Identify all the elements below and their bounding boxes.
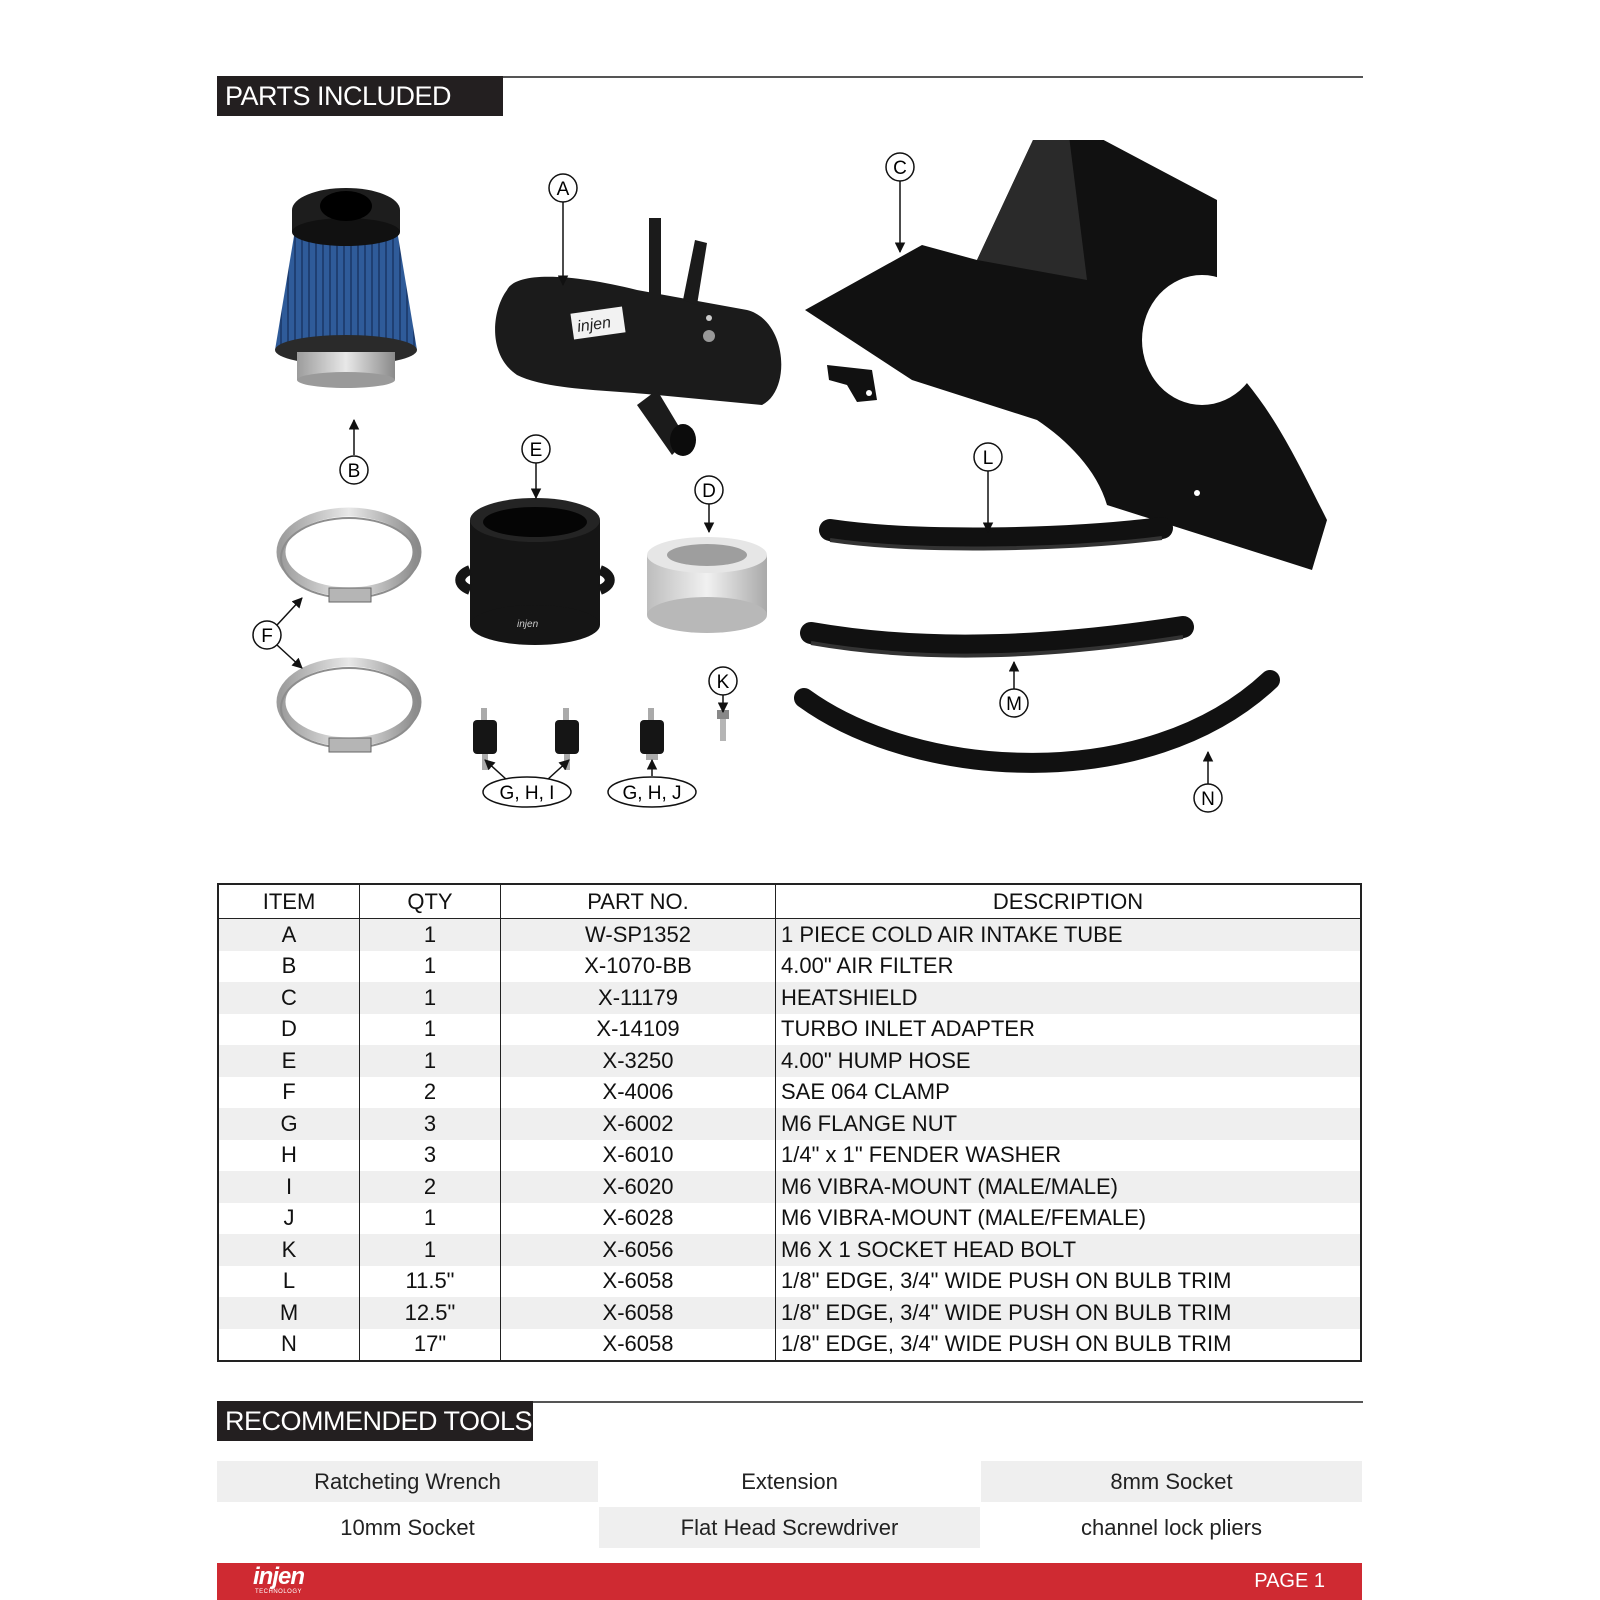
cell-item: A [281, 921, 297, 947]
callout-label-a [549, 174, 577, 202]
cell-item: B [281, 953, 297, 979]
cell-part-no: X-6056 [501, 1234, 776, 1266]
table-row [218, 1266, 1361, 1298]
cell-description: SAE 064 CLAMP [776, 1077, 1362, 1109]
tool-item: channel lock pliers [1081, 1515, 1262, 1540]
table-row [218, 1045, 1361, 1077]
cell-description: TURBO INLET ADAPTER [776, 1014, 1362, 1046]
svg-text:injen: injen [576, 314, 613, 336]
socket-bolt-image [717, 710, 729, 741]
svg-text:M: M [1006, 694, 1022, 715]
cell-item: D [281, 1016, 297, 1042]
table-row [218, 951, 1361, 983]
turbo-inlet-adapter-image [647, 537, 767, 633]
cell-qty: 1 [360, 982, 501, 1014]
table-row [218, 982, 1361, 1014]
cell-description: M6 VIBRA-MOUNT (MALE/FEMALE) [776, 1203, 1362, 1235]
svg-text:E: E [529, 440, 543, 461]
cell-item: N [281, 1331, 297, 1357]
table-row [218, 1140, 1361, 1172]
cell-part-no: X-6058 [501, 1266, 776, 1298]
column-header-item: ITEM [218, 884, 360, 919]
table-row [218, 919, 1361, 951]
svg-text:G, H, I: G, H, I [499, 783, 555, 804]
column-header-description: DESCRIPTION [776, 884, 1362, 919]
cell-qty: 11.5" [360, 1266, 501, 1298]
cell-part-no: X-1070-BB [501, 951, 776, 983]
cell-part-no: X-6058 [501, 1329, 776, 1362]
cell-part-no: X-6058 [501, 1297, 776, 1329]
page-footer [217, 1563, 1362, 1600]
callout-label-b [340, 456, 368, 484]
parts-table-body [218, 919, 1361, 1362]
svg-text:F: F [261, 626, 273, 647]
callout-label-e [522, 435, 550, 463]
hump-hose-image [460, 498, 610, 645]
cell-description: 4.00" AIR FILTER [776, 951, 1362, 983]
svg-text:C: C [893, 158, 907, 179]
cell-description: HEATSHIELD [776, 982, 1362, 1014]
cell-qty: 1 [360, 951, 501, 983]
callout-label-ghj [608, 777, 696, 807]
svg-text:injen: injen [517, 619, 539, 630]
injen-logo: injen [253, 1563, 305, 1590]
table-row [218, 1203, 1361, 1235]
cell-part-no: X-3250 [501, 1045, 776, 1077]
column-header-qty: QTY [360, 884, 501, 919]
table-header-row [218, 884, 1361, 919]
cell-item: C [281, 984, 297, 1010]
air-filter-image [275, 188, 417, 388]
svg-text:K: K [716, 672, 730, 693]
cell-qty: 2 [360, 1171, 501, 1203]
cell-description: 4.00" HUMP HOSE [776, 1045, 1362, 1077]
cell-description: 1/8" EDGE, 3/4" WIDE PUSH ON BULB TRIM [776, 1297, 1362, 1329]
tool-item: 10mm Socket [340, 1515, 475, 1540]
bulb-trim-m-image [811, 627, 1183, 656]
hose-clamps-image [281, 512, 417, 752]
tool-item: Flat Head Screwdriver [599, 1507, 980, 1548]
logo-tagline: TECHNOLOGY [255, 1589, 303, 1595]
cell-part-no: X-6020 [501, 1171, 776, 1203]
cell-item: J [283, 1205, 295, 1231]
section-title: PARTS INCLUDED [217, 76, 503, 116]
cell-item: I [285, 1173, 293, 1199]
cell-description: M6 VIBRA-MOUNT (MALE/MALE) [776, 1171, 1362, 1203]
tool-item: 8mm Socket [981, 1461, 1362, 1502]
divider [503, 76, 1363, 78]
table-row [218, 1329, 1361, 1362]
bulb-trim-l-image [830, 528, 1162, 548]
svg-text:L: L [982, 448, 994, 469]
cell-item: E [281, 1047, 297, 1073]
cell-item: M [279, 1299, 299, 1325]
heatshield-image [805, 140, 1327, 570]
cell-description: 1/8" EDGE, 3/4" WIDE PUSH ON BULB TRIM [776, 1329, 1362, 1362]
table-row [218, 1171, 1361, 1203]
column-header-part-no: PART NO. [501, 884, 776, 919]
intake-tube-image [495, 218, 781, 456]
callout-label-ghi [483, 777, 571, 807]
callout-label-d [695, 476, 723, 504]
tool-item: Ratcheting Wrench [217, 1461, 598, 1502]
cell-qty: 3 [360, 1108, 501, 1140]
cell-item: G [280, 1110, 298, 1136]
svg-text:A: A [556, 179, 570, 200]
callout-label-k [709, 667, 737, 695]
table-row [218, 1014, 1361, 1046]
cell-qty: 1 [360, 1045, 501, 1077]
cell-part-no: X-11179 [501, 982, 776, 1014]
cell-qty: 1 [360, 1203, 501, 1235]
svg-text:B: B [347, 461, 361, 482]
cell-qty: 2 [360, 1077, 501, 1109]
tool-item: Extension [741, 1469, 838, 1494]
cell-qty: 1 [360, 1014, 501, 1046]
section-title: RECOMMENDED TOOLS [217, 1401, 533, 1441]
svg-text:D: D [702, 481, 716, 502]
parts-table [217, 883, 1362, 1362]
cell-part-no: X-6002 [501, 1108, 776, 1140]
cell-item: F [282, 1079, 296, 1105]
bulb-trim-n-image [804, 680, 1270, 763]
cell-description: 1 PIECE COLD AIR INTAKE TUBE [776, 919, 1362, 951]
cell-description: 1/4" x 1" FENDER WASHER [776, 1140, 1362, 1172]
table-row [218, 1077, 1361, 1109]
cell-part-no: W-SP1352 [501, 919, 776, 951]
table-row [218, 1234, 1361, 1266]
cell-part-no: X-6028 [501, 1203, 776, 1235]
callout-label-l [974, 443, 1002, 471]
page-number: PAGE 1 [1254, 1570, 1325, 1592]
divider [533, 1401, 1363, 1403]
callout-label-m [1000, 689, 1028, 717]
cell-item: K [281, 1236, 297, 1262]
callout-label-c [886, 153, 914, 181]
svg-text:G, H, J: G, H, J [622, 783, 682, 804]
svg-text:N: N [1201, 789, 1215, 810]
callout-label-f [253, 621, 281, 649]
callout-label-n [1194, 784, 1222, 812]
cell-qty: 17" [360, 1329, 501, 1362]
cell-description: M6 X 1 SOCKET HEAD BOLT [776, 1234, 1362, 1266]
table-row [218, 1108, 1361, 1140]
cell-description: 1/8" EDGE, 3/4" WIDE PUSH ON BULB TRIM [776, 1266, 1362, 1298]
cell-qty: 12.5" [360, 1297, 501, 1329]
cell-item: L [282, 1268, 296, 1294]
cell-qty: 1 [360, 919, 501, 951]
cell-part-no: X-14109 [501, 1014, 776, 1046]
parts-illustration [217, 140, 1377, 860]
cell-qty: 1 [360, 1234, 501, 1266]
cell-qty: 3 [360, 1140, 501, 1172]
cell-part-no: X-6010 [501, 1140, 776, 1172]
cell-item: H [281, 1142, 297, 1168]
table-row [218, 1297, 1361, 1329]
cell-part-no: X-4006 [501, 1077, 776, 1109]
cell-description: M6 FLANGE NUT [776, 1108, 1362, 1140]
